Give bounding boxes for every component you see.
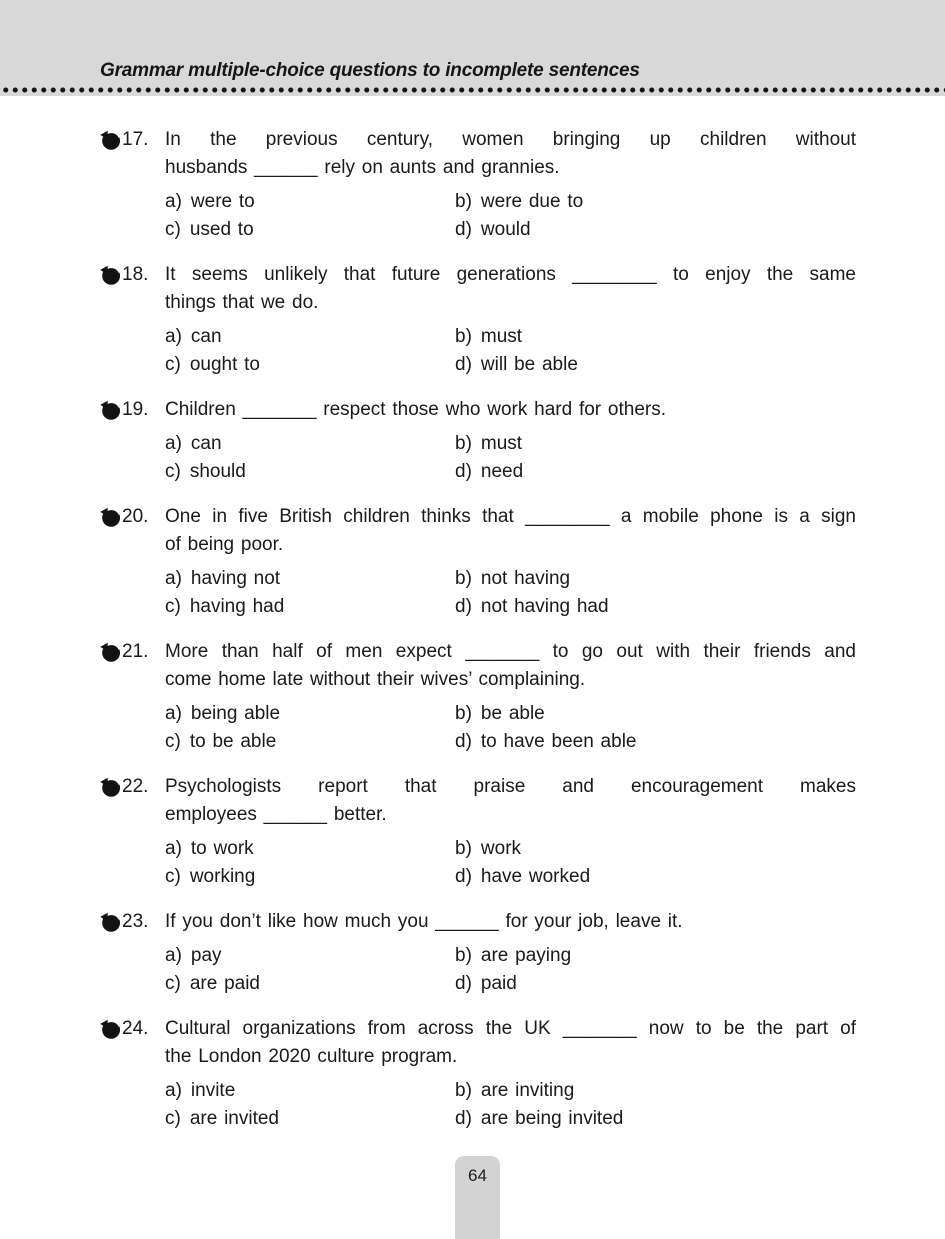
option-text: are being invited (480, 1108, 624, 1129)
option-text: work (480, 838, 522, 859)
option-text: pay (190, 945, 222, 966)
option-text: must (480, 326, 523, 347)
question-text-line: Cultural organizations from across the UK _______ now to be the part of (165, 1018, 856, 1039)
option-item (165, 430, 455, 458)
question-block (100, 908, 856, 998)
option-text: were due to (480, 191, 584, 212)
option-text: are inviting (480, 1080, 575, 1101)
option-text: having had (189, 596, 285, 617)
option-letter: a) (165, 703, 182, 724)
question-number: 17. (122, 129, 149, 150)
option-item (455, 700, 856, 728)
option-text: not having had (480, 596, 609, 617)
question-body (165, 1015, 856, 1133)
question-text (165, 638, 856, 694)
option-text: can (190, 433, 222, 454)
options-grid (165, 700, 856, 756)
circular-arrow-icon (100, 261, 122, 379)
option-letter: a) (165, 191, 182, 212)
circular-arrow-icon (100, 1015, 122, 1133)
circular-arrow-icon (100, 126, 122, 244)
question-text-line: things that we do. (165, 292, 319, 313)
question-text-line: employees ______ better. (165, 804, 387, 825)
option-item (165, 188, 455, 216)
option-item (165, 835, 455, 863)
question-text-line: Psychologists report that praise and encouragement makes (165, 776, 856, 797)
option-letter: b) (455, 568, 472, 589)
option-item (455, 863, 856, 891)
question-number: 20. (122, 506, 149, 527)
option-item (455, 1077, 856, 1105)
question-text-line: come home late without their wives’ complaining. (165, 669, 586, 690)
option-letter: c) (165, 1108, 181, 1129)
option-item (455, 351, 856, 379)
option-letter: c) (165, 461, 181, 482)
option-item (165, 700, 455, 728)
option-letter: b) (455, 703, 472, 724)
options-grid (165, 835, 856, 891)
option-text: are invited (189, 1108, 279, 1129)
option-text: being able (190, 703, 281, 724)
question-body (165, 126, 856, 244)
options-grid (165, 565, 856, 621)
question-text-line: the London 2020 culture program. (165, 1046, 458, 1067)
option-text: should (189, 461, 246, 482)
circular-arrow-icon (100, 503, 122, 621)
option-item (165, 1077, 455, 1105)
question-number: 21. (122, 641, 149, 662)
dotted-divider (0, 85, 945, 95)
option-item (455, 593, 856, 621)
option-letter: b) (455, 191, 472, 212)
question-block (100, 396, 856, 486)
question-block (100, 1015, 856, 1133)
question-text-line: of being poor. (165, 534, 284, 555)
option-item (455, 458, 856, 486)
option-letter: c) (165, 354, 181, 375)
option-letter: c) (165, 866, 181, 887)
question-body (165, 773, 856, 891)
question-text-line: One in five British children thinks that ________ a mobile phone is a sign (165, 506, 856, 527)
option-text: need (480, 461, 524, 482)
question-text-line: husbands ______ rely on aunts and grannies. (165, 157, 560, 178)
option-letter: d) (455, 731, 472, 752)
option-item (455, 216, 856, 244)
option-letter: b) (455, 1080, 472, 1101)
option-item (455, 835, 856, 863)
question-block (100, 126, 856, 244)
option-item (455, 565, 856, 593)
option-letter: b) (455, 945, 472, 966)
option-item (455, 728, 856, 756)
option-item (455, 970, 856, 998)
option-item (165, 565, 455, 593)
option-text: working (189, 866, 256, 887)
options-grid (165, 942, 856, 998)
question-body (165, 503, 856, 621)
circular-arrow-icon (100, 638, 122, 756)
option-text: can (190, 326, 222, 347)
option-letter: b) (455, 433, 472, 454)
circular-arrow-icon (100, 396, 122, 486)
option-letter: b) (455, 326, 472, 347)
question-text-line: If you don’t like how much you ______ for your job, leave it. (165, 911, 683, 932)
option-text: used to (189, 219, 254, 240)
option-item (165, 323, 455, 351)
option-letter: d) (455, 973, 472, 994)
question-list (100, 126, 856, 1150)
option-item (455, 323, 856, 351)
question-block (100, 638, 856, 756)
question-block (100, 261, 856, 379)
option-item (165, 970, 455, 998)
option-letter: a) (165, 568, 182, 589)
option-text: not having (480, 568, 571, 589)
option-letter: a) (165, 433, 182, 454)
option-item (455, 188, 856, 216)
question-number: 18. (122, 264, 149, 285)
option-text: will be able (480, 354, 578, 375)
option-letter: d) (455, 866, 472, 887)
options-grid (165, 323, 856, 379)
question-number: 23. (122, 911, 149, 932)
option-letter: a) (165, 1080, 182, 1101)
option-letter: d) (455, 461, 472, 482)
option-item (455, 430, 856, 458)
options-grid (165, 1077, 856, 1133)
option-item (165, 863, 455, 891)
option-item (165, 593, 455, 621)
option-text: to work (190, 838, 254, 859)
option-letter: a) (165, 945, 182, 966)
option-letter: c) (165, 973, 181, 994)
question-number: 22. (122, 776, 149, 797)
option-text: must (480, 433, 523, 454)
circular-arrow-icon (100, 773, 122, 891)
circular-arrow-icon (100, 908, 122, 998)
question-text (165, 396, 856, 424)
option-letter: c) (165, 596, 181, 617)
option-letter: d) (455, 1108, 472, 1129)
question-text-line: In the previous century, women bringing up children without (165, 129, 856, 150)
option-text: would (480, 219, 531, 240)
option-text: be able (480, 703, 545, 724)
question-body (165, 396, 856, 486)
question-block (100, 773, 856, 891)
option-item (165, 351, 455, 379)
question-text (165, 126, 856, 182)
option-item (165, 216, 455, 244)
page-number: 64 (468, 1166, 487, 1185)
option-item (455, 1105, 856, 1133)
option-item (455, 942, 856, 970)
question-text-line: Children _______ respect those who work hard for others. (165, 399, 666, 420)
option-text: were to (190, 191, 255, 212)
question-text (165, 908, 856, 936)
question-body (165, 638, 856, 756)
question-body (165, 908, 856, 998)
option-letter: a) (165, 838, 182, 859)
question-text (165, 503, 856, 559)
question-text-line: More than half of men expect _______ to go out with their friends and (165, 641, 856, 662)
option-letter: b) (455, 838, 472, 859)
option-letter: d) (455, 354, 472, 375)
option-text: have worked (480, 866, 591, 887)
question-text-line: It seems unlikely that future generations ________ to enjoy the same (165, 264, 856, 285)
options-grid (165, 430, 856, 486)
question-number: 24. (122, 1018, 149, 1039)
option-item (165, 728, 455, 756)
page-title: Grammar multiple-choice questions to incomplete sentences (100, 60, 640, 81)
option-letter: a) (165, 326, 182, 347)
option-letter: d) (455, 596, 472, 617)
question-block (100, 503, 856, 621)
option-text: to be able (189, 731, 277, 752)
question-text (165, 1015, 856, 1071)
option-text: invite (190, 1080, 236, 1101)
question-number: 19. (122, 399, 149, 420)
option-letter: c) (165, 731, 181, 752)
question-text (165, 261, 856, 317)
options-grid (165, 188, 856, 244)
question-text (165, 773, 856, 829)
option-letter: c) (165, 219, 181, 240)
option-text: to have been able (480, 731, 637, 752)
option-text: are paying (480, 945, 572, 966)
option-letter: d) (455, 219, 472, 240)
option-item (165, 458, 455, 486)
question-body (165, 261, 856, 379)
option-text: ought to (189, 354, 260, 375)
option-text: paid (480, 973, 517, 994)
option-text: having not (190, 568, 281, 589)
option-item (165, 1105, 455, 1133)
option-item (165, 942, 455, 970)
page-number-tab (455, 1156, 500, 1239)
option-text: are paid (189, 973, 260, 994)
